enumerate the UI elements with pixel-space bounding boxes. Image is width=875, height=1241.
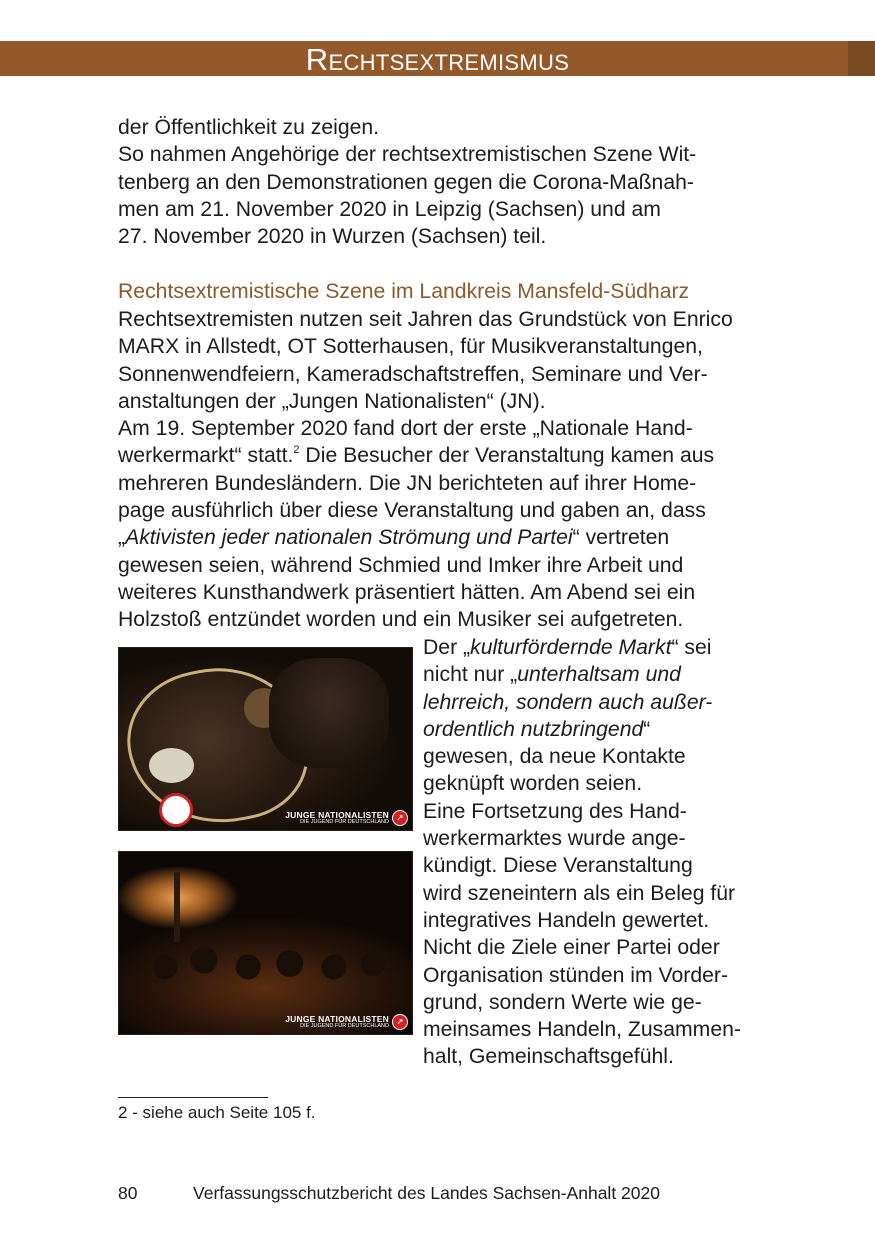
watermark-subtitle: DIE JUGEND FÜR DEUTSCHLAND [300,819,389,825]
quote-italic: lehrreich, sondern auch außer- [423,690,713,714]
photo-gathering [118,851,413,1035]
text-line: 27. November 2020 in Wurzen (Sachsen) teil. [118,225,547,249]
hand-image [269,658,389,768]
text-fragment: werkermarkt“ statt. [118,444,294,468]
text-fragment: nicht nur „ [423,663,518,687]
text-line: halt, Gemeinschaftsgefühl. [423,1045,674,1069]
text-line: page ausführlich über diese Veranstaltung und gaben an, dass [118,499,706,523]
jn-logo-icon: ↗ [392,1014,408,1030]
photo-guitar [118,647,413,831]
page-number: 80 [118,1183,138,1203]
text-line [423,689,741,716]
text-line: men am 21. November 2020 in Leipzig (Sachsen) und am [118,197,661,221]
quote-italic: unterhaltsam und [517,663,681,687]
text-fragment: “ sei [671,636,712,659]
jn-watermark [285,810,408,826]
footnote-text: 2 - siehe auch Seite 105 f. [118,1103,316,1122]
text-line: anstaltungen der „Jungen Nationalisten“ (JN). [118,389,546,413]
footnote-reference[interactable]: 2 [293,444,300,457]
text-fragment: Der „ [423,636,471,659]
text-line: grund, sondern Werte wie ge- [423,990,702,1014]
footnote-divider [118,1097,268,1098]
text-line: gewesen, da neue Kontakte [423,745,686,769]
text-line: Eine Fortsetzung des Hand- [423,799,687,823]
text-line: gewesen seien, während Schmied und Imker ihre Arbeit und [118,553,684,577]
chapter-title: Rechtsextremismus [305,42,570,77]
section-heading: Rechtsextremistische Szene im Landkreis Mansfeld-Südharz [118,280,690,303]
sticker-image [149,748,194,783]
text-line: geknüpft worden seien. [423,772,643,796]
text-line: der Öffentlichkeit zu zeigen. [118,116,380,139]
mansfeld-paragraph [118,306,733,634]
quote-italic: ordentlich nutzbringend [423,717,644,741]
text-line: So nahmen Angehörige der rechtsextremistischen Szene Wit- [118,143,697,167]
text-line [118,524,733,551]
crowd-image [139,932,399,1002]
text-line [423,716,741,743]
text-line: wird szeneintern als ein Beleg für [423,881,736,905]
watermark-title: JUNGE NATIONALISTEN [285,1013,389,1024]
text-line: kündigt. Diese Veranstaltung [423,854,693,878]
text-line [118,442,733,469]
text-fragment: Die Besucher der Veranstaltung kamen aus [299,444,715,468]
text-line: Nicht die Ziele einer Partei oder [423,936,720,960]
jn-watermark [285,1014,408,1030]
sticker-image [159,793,193,827]
text-fragment: “ vertreten [572,526,670,550]
watermark-subtitle: DIE JUGEND FÜR DEUTSCHLAND [300,1023,389,1029]
quote-italic: kulturfördernde Markt [470,636,672,659]
watermark-title: JUNGE NATIONALISTEN [285,809,389,820]
text-line: Am 19. September 2020 fand dort der erste „Nationale Hand- [118,417,693,441]
text-line: Organisation stünden im Vorder- [423,963,729,987]
intro-paragraph [118,114,696,250]
markt-paragraph [423,634,741,1071]
text-line: Rechtsextremisten nutzen seit Jahren das Grundstück von Enrico [118,308,733,331]
text-line: mehreren Bundesländern. Die JN berichteten auf ihrer Home- [118,471,697,495]
text-line: Holzstoß entzündet worden und ein Musiker sei aufgetreten. [118,608,684,632]
text-fragment: „ [118,526,126,550]
text-line: werkermarktes wurde ange- [423,827,686,851]
text-line: MARX in Allstedt, OT Sotterhausen, für Musikveranstaltungen, [118,335,703,359]
text-line: tenberg an den Demonstrationen gegen die Corona-Maßnah- [118,170,694,194]
text-line: weiteres Kunsthandwerk präsentiert hätten. Am Abend sei ein [118,580,696,604]
text-line: meinsames Handeln, Zusammen- [423,1018,741,1042]
text-line: integratives Handeln gewertet. [423,908,710,932]
text-line [423,634,741,661]
footer-title: Verfassungsschutzbericht des Landes Sachsen-Anhalt 2020 [193,1183,660,1203]
quote-italic: Aktivisten jeder nationalen Strömung und Partei [125,526,573,550]
text-fragment: “ [643,717,651,741]
jn-logo-icon: ↗ [392,810,408,826]
text-line [423,661,741,688]
text-line: Sonnenwendfeiern, Kameradschaftstreffen, Seminare und Ver- [118,362,708,386]
